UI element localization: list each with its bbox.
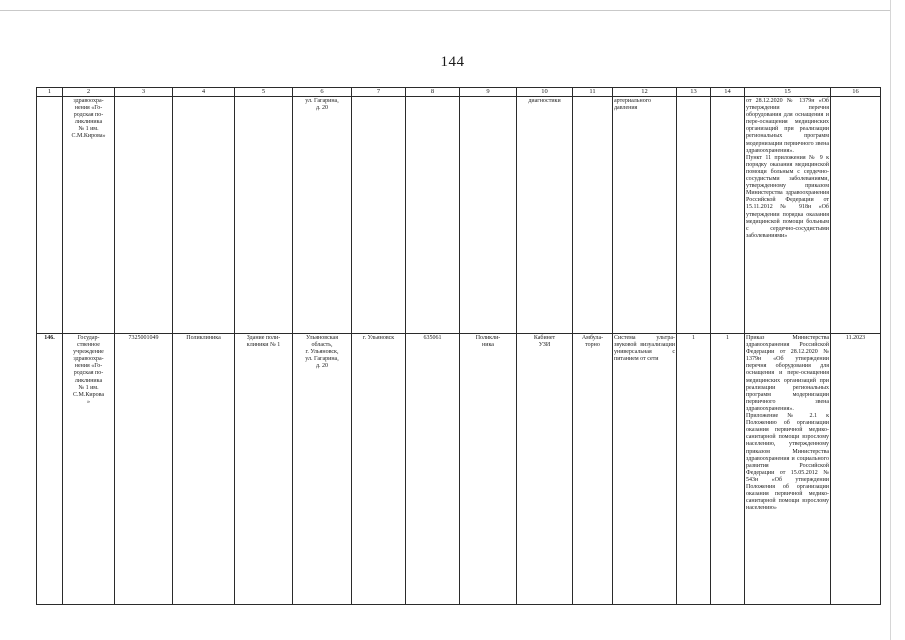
cell [573,97,613,334]
cell-inn: 7325001049 [115,334,173,605]
col-header: 6 [293,88,352,97]
col-header: 7 [352,88,406,97]
cell-legal-basis: Приказ Министерства здравоохранения Российской Федерации от 28.12.2020 № 1379н «Об утверждении перечня оборудования для оснащения и пере-оснащения медицинских организаций при реализации региональных программ модернизации первичного звена здравоохранения». Приложение № 2.1 к Положению об организации оказания первичной медико-санитарной помощи взрослому населению, утвержденному приказом Министерства здравоохранения и социального развития Российской Федерации от 15.05.2012 № 543н «Об утверждении Положения об организации оказания первичной медико-санитарной помощи взрослому населению» [745,334,831,605]
cell-care-form: Амбула- торно [573,334,613,605]
cell-equipment: артериального давления [613,97,677,334]
cell-address: Ульяновская область, г. Ульяновск, ул. Гагарина, д. 20 [293,334,352,605]
cell [173,97,235,334]
col-header: 1 [37,88,63,97]
col-header: 4 [173,88,235,97]
cell-quantity: 1 [677,334,711,605]
cell-department: Кабинет УЗИ [517,334,573,605]
cell [460,97,517,334]
col-header: 3 [115,88,173,97]
cell [406,97,460,334]
col-header: 13 [677,88,711,97]
cell-city: г. Ульяновск [352,334,406,605]
page-edge-top [0,10,890,11]
cell-facility-type: Поликлиника [173,334,235,605]
cell-address: ул. Гагарина, д. 20 [293,97,352,334]
page-number: 144 [440,54,465,70]
cell-row-number: 146. [37,334,63,605]
cell-organization: здравоохра- нения «Го- родская по- ликлиника № 1 им. С.М.Кирова» [63,97,115,334]
col-header: 5 [235,88,293,97]
cell [115,97,173,334]
cell [352,97,406,334]
cell-date: 11.2023 [831,334,881,605]
table-row-continued [37,97,881,334]
cell-department: диагностики [517,97,573,334]
col-header: 2 [63,88,115,97]
page-edge-right [890,0,891,640]
cell [37,97,63,334]
cell [711,97,745,334]
col-header: 9 [460,88,517,97]
register-table [36,87,881,605]
cell [677,97,711,334]
cell-equipment: Система ультра-звуковой визуализации универсальная с питанием от сети [613,334,677,605]
cell-legal-basis: от 28.12.2020 № 1379н «Об утверждении перечня оборудования для оснащения и пере-оснащения медицинских организаций при реализации региональных программ модернизации первичного звена здравоохранения». Пункт 11 приложения № 9 к порядку оказания медицинской помощи больным с сердечно-сосудистыми заболеваниями, утвержденному приказом Министерства здравоохранения Российской Федерации от 15.11.2012 № 918н «Об утверждении порядка оказания медицинской помощи больным с сердечно-сосудистыми заболеваниями» [745,97,831,334]
col-header: 10 [517,88,573,97]
cell-building: Здание поли- клиники № 1 [235,334,293,605]
cell-organization: Государ- ственное учреждение здравоохра- нения «Го- родская по- ликлиника № 1 им. С.М.Кирова » [63,334,115,605]
cell-okato: 635061 [406,334,460,605]
col-header: 11 [573,88,613,97]
col-header: 16 [831,88,881,97]
col-header: 12 [613,88,677,97]
table-row-146 [37,334,881,605]
cell-quantity: 1 [711,334,745,605]
column-number-row [37,88,881,97]
cell [235,97,293,334]
cell [831,97,881,334]
col-header: 8 [406,88,460,97]
col-header: 15 [745,88,831,97]
col-header: 14 [711,88,745,97]
cell-unit: Поликли- ника [460,334,517,605]
